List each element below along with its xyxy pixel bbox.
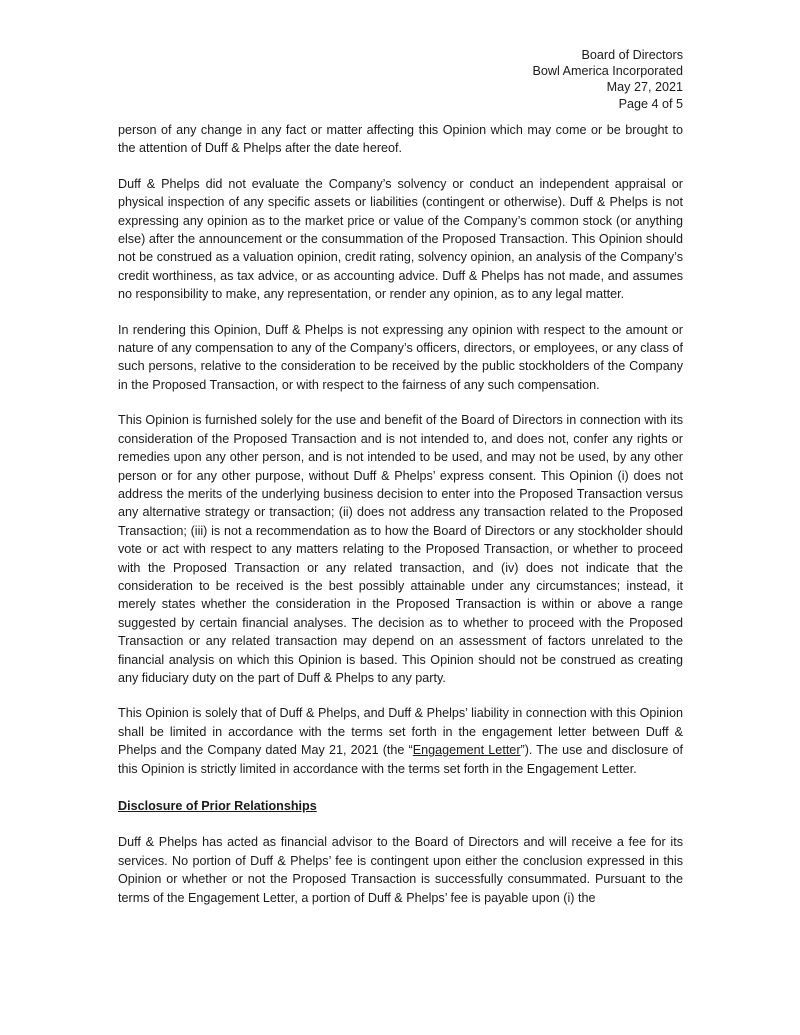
paragraph-continuation: person of any change in any fact or matter affecting this Opinion which may come or be brought to the attention of Duff & Phelps after the date hereof. [118,123,683,156]
paragraph-compensation: In rendering this Opinion, Duff & Phelps is not expressing any opinion with respect to the amount or nature of any compensation to any of the Company’s officers, directors, or employees, or any class of such persons, relative to the consideration to be received by the public stockholders of the Company in the Proposed Transaction, or with respect to the fairness of any such compensation. [118,322,683,392]
header-page-number: Page 4 of 5 [618,96,683,111]
letter-body [118,121,683,924]
paragraph-prior-relationships: Duff & Phelps has acted as financial advisor to the Board of Directors and will receive a fee for its services. No portion of Duff & Phelps’ fee is contingent upon either the conclusion expressed in this Opinion or whether or not the Proposed Transaction is successfully consummated. Pursuant to the terms of the Engagement Letter, a portion of Duff & Phelps’ fee is payable upon (i) the [118,835,683,905]
liability-text-start: This Opinion is solely that of Duff & Phelps, and Duff & Phelps’ liability in connection with this Opinion shall be limited in accordance with the terms set forth in the engagement letter between Duff & Phelps and the Company dated May 21, 2021 (the “ [118,706,683,758]
liability-text-end: ”). The use and disclosure of this Opinion is strictly limited in accordance with the terms set forth in the Engagement Letter. [118,743,684,776]
engagement-letter-term: Engagement Letter [412,743,521,758]
paragraph-use-of-opinion: This Opinion is furnished solely for the use and benefit of the Board of Directors in connection with its consideration of the Proposed Transaction and is not intended to, and does not, confer any rights or remedies upon any other person, and is not intended to be used, and may not be used, by any other person or for any other purpose, without Duff & Phelps’ express consent. This Opinion (i) does not address the merits of the underlying business decision to enter into the Proposed Transaction versus any alternative strategy or transaction; (ii) does not address any transaction related to the Proposed Transaction; (iii) is not a recommendation as to how the Board of Directors or any stockholder should vote or act with respect to any matters relating to the Proposed Transaction, or whether to proceed with the Proposed Transaction or any related transaction, and (iv) does not indicate that the consideration to be received is the best possibly attainable under any circumstances; instead, it merely states whether the consideration in the Proposed Transaction is within or above a range suggested by certain financial analyses. The decision as to whether to proceed with the Proposed Transaction or any related transaction may depend on an assessment of factors unrelated to the financial analysis on which this Opinion is based. This Opinion should not be construed as creating any fiduciary duty on the part of Duff & Phelps to any party. [118,413,683,685]
header-company: Bowl America Incorporated [532,64,683,79]
letter-header [533,47,684,112]
paragraph-solvency: Duff & Phelps did not evaluate the Company’s solvency or conduct an independent appraisal or physical inspection of any specific assets or liabilities (contingent or otherwise). Duff & Phelps is not expressing any opinion as to the market price or value of the Company’s common stock (or anything else) after the announcement or the consummation of the Proposed Transaction. This Opinion should not be construed as a valuation opinion, credit rating, solvency opinion, an analysis of the Company’s credit worthiness, as tax advice, or as accounting advice. Duff & Phelps has not made, and assumes no responsibility to make, any representation, or render any opinion, as to any legal matter. [118,176,683,302]
header-addressee: Board of Directors [581,48,683,62]
paragraph-liability [118,704,683,778]
header-date: May 27, 2021 [606,80,683,95]
section-heading: Disclosure of Prior Relationships [118,799,317,813]
